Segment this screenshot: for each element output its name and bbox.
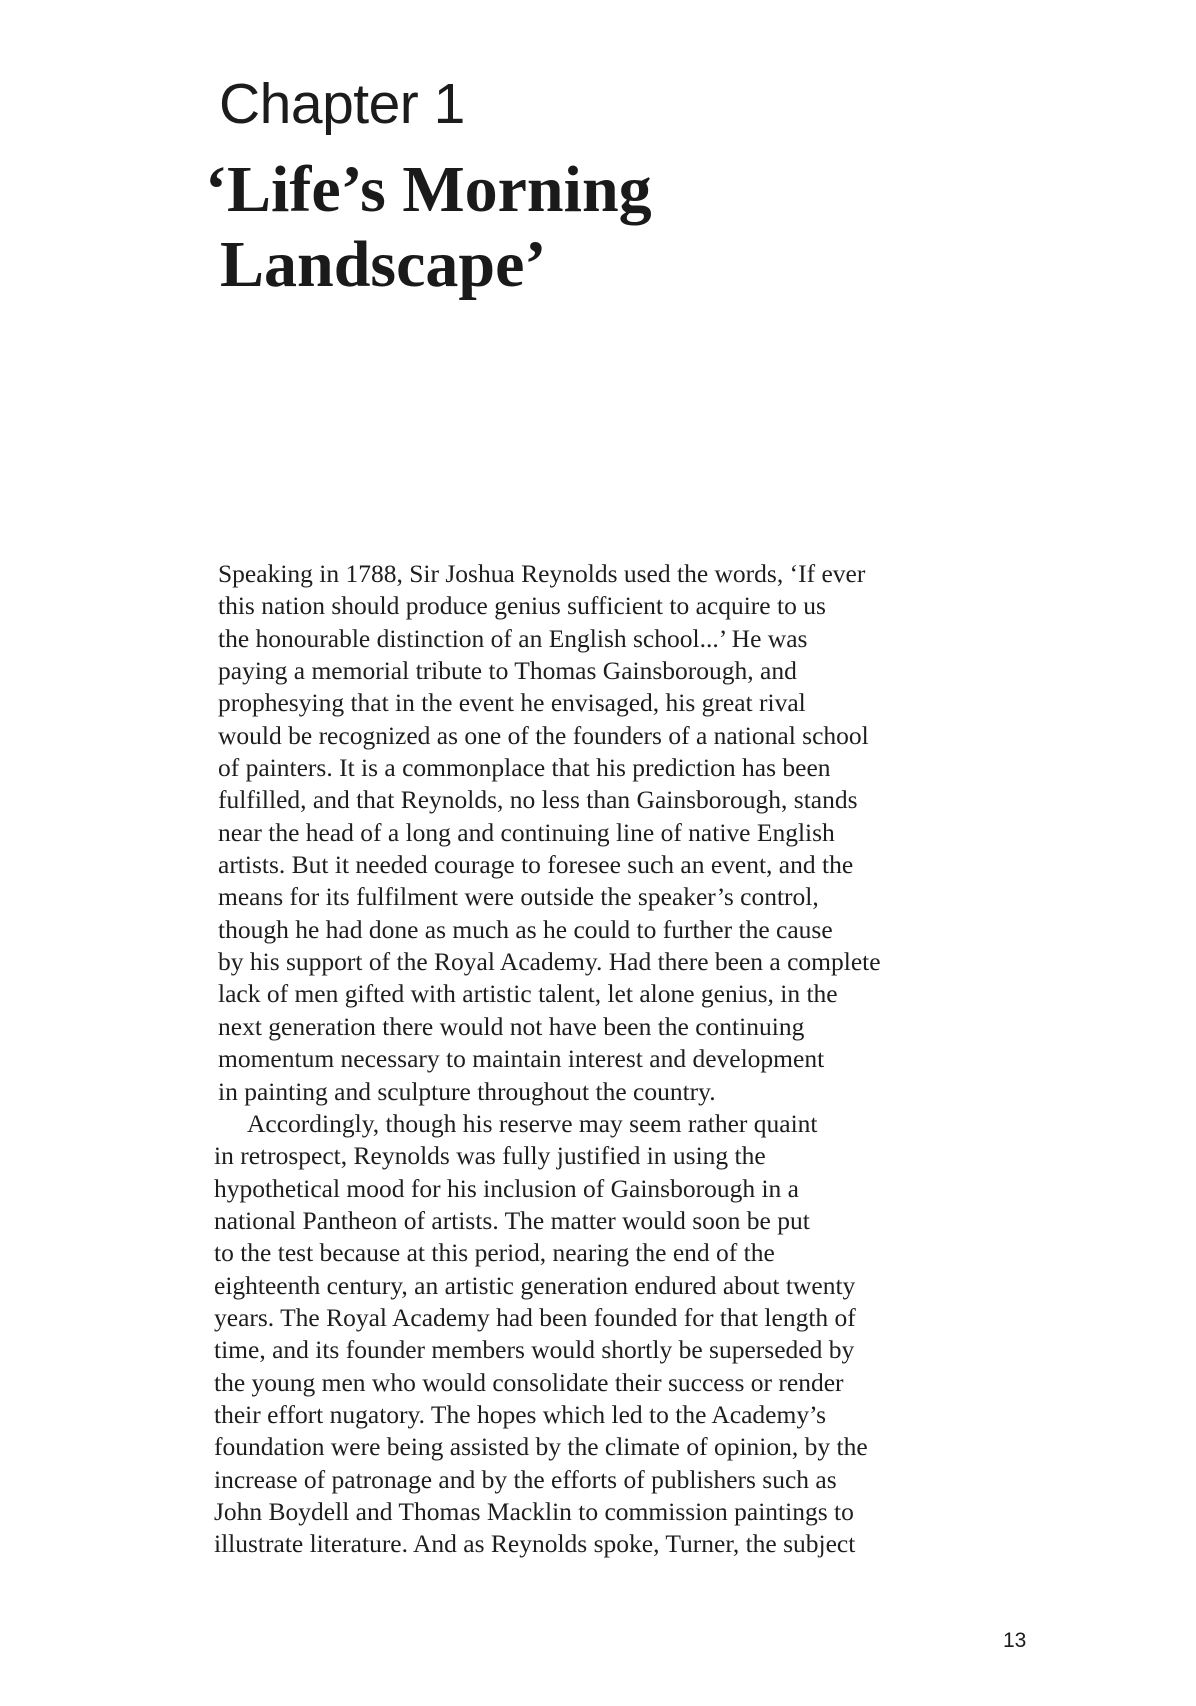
text-line: paying a memorial tribute to Thomas Gainsborough, and <box>218 656 797 686</box>
text-line: to the test because at this period, nearing the end of the <box>214 1238 775 1268</box>
text-line: though he had done as much as he could to further the cause <box>218 914 833 944</box>
chapter-title-line: ‘Life’s Morning <box>205 153 652 226</box>
text-line: the honourable distinction of an English school...’ He was <box>218 623 808 653</box>
text-line: foundation were being assisted by the climate of opinion, by the <box>214 1432 868 1462</box>
chapter-title <box>205 152 652 302</box>
text-line: John Boydell and Thomas Macklin to commission paintings to <box>214 1496 854 1526</box>
text-line: hypothetical mood for his inclusion of Gainsborough in a <box>214 1173 799 1203</box>
text-line: illustrate literature. And as Reynolds spoke, Turner, the subject <box>214 1529 856 1559</box>
text-line: their effort nugatory. The hopes which led to the Academy’s <box>214 1399 827 1429</box>
text-line: momentum necessary to maintain interest and development <box>218 1044 825 1074</box>
text-line: national Pantheon of artists. The matter would soon be put <box>214 1205 810 1235</box>
text-line: near the head of a long and continuing line of native English <box>218 817 835 847</box>
paragraph-2 <box>214 1108 1028 1561</box>
text-line: fulfilled, and that Reynolds, no less than Gainsborough, stands <box>218 785 858 815</box>
text-line: by his support of the Royal Academy. Had there been a complete <box>218 947 881 977</box>
text-line: means for its fulfilment were outside the speaker’s control, <box>218 882 819 912</box>
chapter-title-line: Landscape’ <box>220 228 547 301</box>
text-line: Speaking in 1788, Sir Joshua Reynolds used the words, ‘If ever <box>218 559 866 588</box>
text-line: in painting and sculpture throughout the country. <box>218 1076 716 1106</box>
text-line: prophesying that in the event he envisaged, his great rival <box>218 688 806 718</box>
text-line: of painters. It is a commonplace that his prediction has been <box>218 753 831 783</box>
text-line: increase of patronage and by the efforts of publishers such as <box>214 1464 837 1494</box>
text-line: lack of men gifted with artistic talent, let alone genius, in the <box>218 979 838 1009</box>
text-line: time, and its founder members would shortly be superseded by <box>214 1335 855 1365</box>
text-line: years. The Royal Academy had been founded for that length of <box>214 1302 856 1332</box>
page-number: 13 <box>1003 1629 1027 1652</box>
text-line: in retrospect, Reynolds was fully justified in using the <box>214 1141 766 1171</box>
body-text <box>214 558 1028 1561</box>
text-line: artists. But it needed courage to foresee such an event, and the <box>218 850 854 880</box>
text-line: eighteenth century, an artistic generation endured about twenty <box>214 1270 856 1300</box>
text-line: next generation there would not have been the continuing <box>218 1011 805 1041</box>
paragraph-1 <box>218 558 1028 1108</box>
text-line: Accordingly, though his reserve may seem rather quaint <box>247 1108 818 1138</box>
text-line: would be recognized as one of the founders of a national school <box>218 720 869 750</box>
text-line: this nation should produce genius sufficient to acquire to us <box>218 591 826 621</box>
text-line: the young men who would consolidate their success or render <box>214 1367 844 1397</box>
chapter-number: Chapter 1 <box>219 72 465 136</box>
